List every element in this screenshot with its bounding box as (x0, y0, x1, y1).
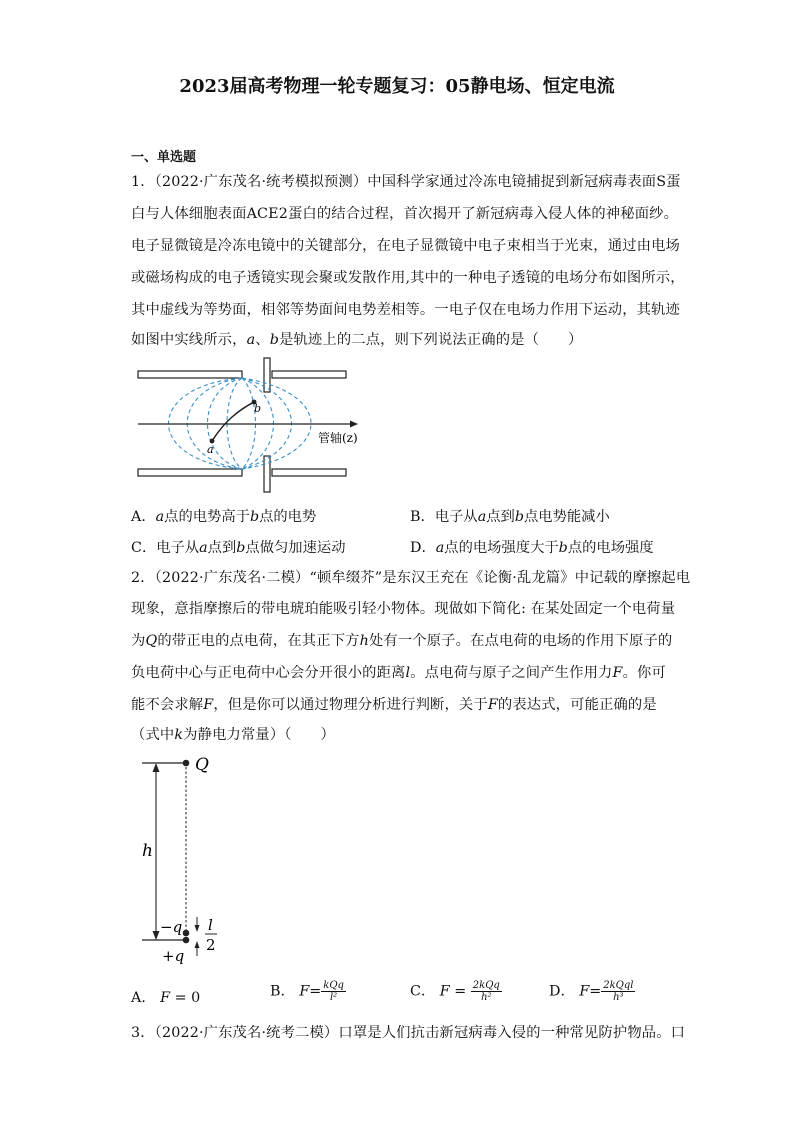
q1-option-a[interactable]: A．a点的电势高于b点的电势 (131, 509, 317, 525)
q1-line-4: 或磁场构成的电子透镜实现会聚或发散作用,其中的一种电子透镜的电场分布如图所示， (131, 270, 685, 286)
q2-option-b[interactable]: B． F= $\frac{\text{kQq}}{\text{l²}}$ (270, 980, 344, 1003)
electron-trajectory (212, 401, 256, 441)
half-l-denominator: 2 (206, 936, 216, 954)
Q-label: Q (195, 755, 209, 775)
h-arrow-top (153, 763, 160, 772)
q1-line-5: 其中虚线为等势面，相邻等势面间电势差相等。一电子仅在电场力作用下运动，其轨迹 (131, 302, 680, 318)
q2-figure-charge-atom (134, 752, 244, 972)
q2-line-6: （式中k为静电力常量）（ ） (131, 727, 335, 743)
axis-label: 管轴(z) (318, 431, 358, 445)
q1-line-6: 如图中实线所示，a、b是轨迹上的二点，则下列说法正确的是（ ） (131, 332, 583, 348)
q2-line-5: 能不会求解F，但是你可以通过物理分析进行判断，关于F的表达式，可能正确的是 (131, 697, 657, 713)
label-a: a (207, 443, 214, 456)
q2-line-3: 为Q的带正电的点电荷，在其正下方h处有一个原子。在点电荷的电场的作用下原子的 (131, 633, 673, 649)
charge-Q (183, 760, 190, 767)
neg-q-label: −q (160, 918, 183, 936)
q2-line-1: 2．（2022·广东茂名·二模）“顿牟缀芥”是东汉王充在《论衡·乱龙篇》中记载的摩擦起电 (131, 570, 691, 586)
fraction-c: $\frac{\text{2kQq}}{\text{h²}}$ (472, 980, 500, 1003)
charge-neg-q (183, 930, 190, 937)
q2-line-4: 负电荷中心与正电荷中心会分开很小的距离l。点电荷与原子之间产生作用力F。你可 (131, 665, 666, 681)
q1-figure-electron-lens (134, 356, 364, 496)
h-label: h (142, 841, 153, 861)
right-lower-plate (272, 469, 346, 476)
half-l-numerator: l (208, 916, 213, 934)
q1-option-d[interactable]: D．a点的电场强度大于b点的电场强度 (410, 540, 654, 556)
page-title: 2023届高考物理一轮专题复习：05静电场、恒定电流 (179, 76, 615, 97)
q1-line-1: 1．（2022·广东茂名·统考模拟预测）中国科学家通过冷冻电镜捕捉到新冠病毒表面S蛋 (131, 174, 681, 190)
right-upper-plate (272, 371, 346, 378)
q1-line-3: 电子显微镜是冷冻电镜中的关键部分，在电子显微镜中电子束相当于光束，通过由电场 (131, 238, 680, 254)
q2-line-2: 现象，意指摩擦后的带电琥珀能吸引轻小物体。现做如下简化: 在某处固定一个电荷量 (131, 601, 676, 617)
left-upper-plate (138, 371, 242, 378)
label-b: b (254, 402, 262, 415)
q2-option-d[interactable]: D． F= $\frac{\text{2kQql}}{\text{h³}}$ (549, 980, 634, 1003)
charge-pos-q (183, 937, 190, 944)
var-a: a (246, 332, 256, 348)
q1-option-c[interactable]: C．电子从a点到b点做匀加速运动 (131, 540, 346, 556)
q2-option-a[interactable]: A． F = 0 (131, 990, 201, 1006)
q1-line-2: 白与人体细胞表面ACE2蛋白的结合过程，首次揭开了新冠病毒入侵人体的神秘面纱。 (131, 206, 679, 222)
h-arrow-bottom (153, 931, 160, 940)
fraction-d: $\frac{\text{2kQql}}{\text{h³}}$ (603, 980, 634, 1003)
left-lower-plate (138, 469, 242, 476)
pos-q-label: +q (162, 947, 185, 965)
q2-option-c[interactable]: C． F = $\frac{\text{2kQq}}{\text{h²}}$ (410, 980, 500, 1003)
section-heading: 一、单选题 (131, 150, 197, 165)
fraction-b: $\frac{\text{kQq}}{\text{l²}}$ (323, 980, 344, 1003)
q3-line-1: 3．（2022·广东茂名·统考二模）口罩是人们抗击新冠病毒入侵的一种常见防护物品。口 (131, 1025, 686, 1041)
var-b: b (269, 332, 280, 348)
lower-electrode (264, 456, 270, 492)
q1-option-b[interactable]: B．电子从a点到b点电势能减小 (410, 509, 610, 525)
axis-arrow (350, 421, 358, 428)
